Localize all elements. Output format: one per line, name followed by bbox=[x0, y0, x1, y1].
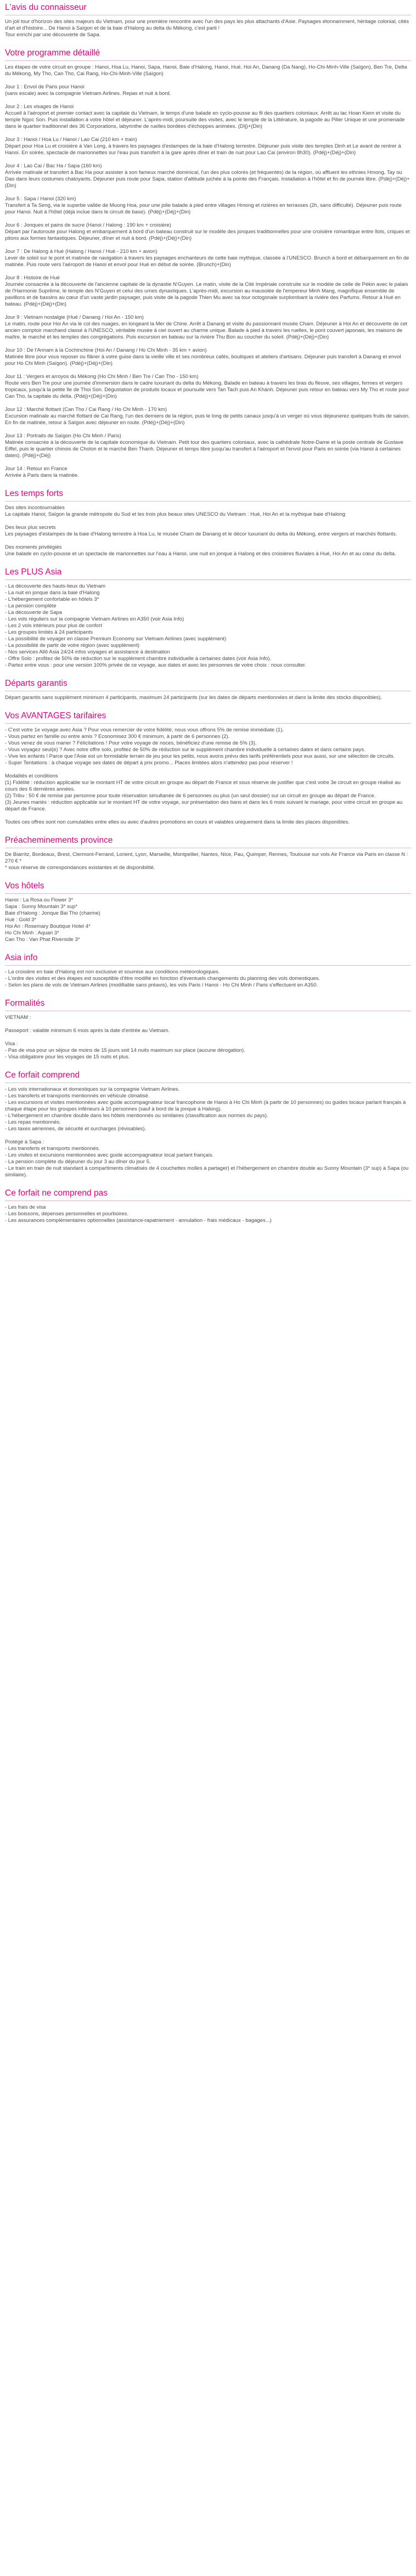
text-line: - C'est votre 1e voyage avec Asia ? Pour vous remercier de votre fidélité, nous vous offrons 5% de remise immédiate (1). bbox=[5, 727, 284, 733]
section-title: Ce forfait comprend bbox=[5, 1070, 80, 1080]
day-title: Jour 8 : Histoire de Hué bbox=[5, 275, 60, 281]
section-title: L'avis du connaisseur bbox=[5, 3, 87, 12]
text-line: - Les transferts et transports mentionnés en véhicule climatisé. bbox=[5, 1093, 150, 1099]
day-title: Jour 10 : De l'Annam à la Cochinchine (Hoi An / Danang / Ho Chi Minh - 35 km + avion) bbox=[5, 347, 207, 353]
day-title: Jour 2 : Les visages de Hanoi bbox=[5, 104, 74, 110]
text-line: - La découverte des hauts-lieux du Vietnam bbox=[5, 583, 106, 589]
text-line: - Les taxes aériennes, de sécurité et surcharges (révisables). bbox=[5, 1126, 147, 1132]
section-title: Ce forfait ne comprend pas bbox=[5, 1188, 108, 1198]
text-line: Le matin, route pour Hoi An via le col des nuages, en longeant la Mer de Chine. Arrêt à Danang et visite du passionnant musée Cham. Déjeuner à Hoi An et découverte de cet ancien comptoir marchand classé à l'UNESCO, véritable musée à ciel ouvert au charme unique. Balade à pied à travers les ruelles, le pont couvert japonais, les maisons de maître, le marché et les temples des congrégations. Puis excursion en bateau sur la rivière Thu Bon au coucher du soleil. (Pdéj)+(Déj)+(Din) bbox=[5, 321, 407, 340]
blank-line bbox=[5, 1034, 411, 1041]
blank-line bbox=[5, 1021, 411, 1028]
section-preacheminements bbox=[5, 835, 411, 871]
text-line: Visa : bbox=[5, 1041, 18, 1047]
section-title: Départs garantis bbox=[5, 679, 68, 688]
text-line: Des moments privilégiés bbox=[5, 544, 62, 550]
text-line: - Les 2 vols intérieurs pour plus de confort bbox=[5, 623, 102, 629]
text-line: - Les transferts et transports mentionnés. bbox=[5, 1146, 100, 1152]
section-title: Préacheminements province bbox=[5, 836, 113, 845]
section-title: Vos hôtels bbox=[5, 881, 44, 890]
text-line: Hué : Gold 3* bbox=[5, 917, 37, 923]
day-block bbox=[5, 314, 411, 341]
section-departs bbox=[5, 678, 411, 701]
text-line: - Super Tentations : à chaque voyage ses dates de départ à prix promo... Places limitées alors n'attendez pas pour réserver ! bbox=[5, 760, 293, 766]
text-line: Can Tho : Van Phat Riverside 3* bbox=[5, 937, 80, 943]
day-title: Jour 13 : Portraits de Saïgon (Ho Chi Minh / Paris) bbox=[5, 433, 121, 439]
blank-line bbox=[5, 766, 411, 773]
section-divider bbox=[5, 893, 411, 894]
section-plus-asia bbox=[5, 567, 411, 669]
text-line: Tour enrichi par une découverte de Sapa. bbox=[5, 32, 101, 38]
day-block bbox=[5, 84, 411, 97]
day-title: Jour 4 : Lao Cai / Bac Ha / Sapa (160 km) bbox=[5, 163, 102, 169]
section-divider bbox=[5, 60, 411, 61]
text-line: Baie d'Halong : Jonque Bai Tho (charme) bbox=[5, 910, 100, 916]
section-avantages bbox=[5, 711, 411, 826]
day-block bbox=[5, 249, 411, 268]
section-title: Formalités bbox=[5, 999, 45, 1008]
text-line: Les étapes de votre circuit en groupe : Hanoi, Hoa Lu, Hanoi, Sapa, Hanoi, Baie d'Halong, Hanoi, Hué, Hoi An, Danang (Da Nang), Ho-Chi-Minh-Ville (Saïgon), Ben Tre, Delta du Mékong, My Tho, Can Tho, Cai Rang, Ho-Chi-Minh-Ville (Saïgon) bbox=[5, 64, 407, 77]
text-line: Hanoi : La Rosa ou Flower 3* bbox=[5, 897, 74, 903]
day-title: Jour 6 : Jonques et pains de sucre (Hanoi / Halong : 190 km + croisière) bbox=[5, 222, 171, 228]
section-hotels bbox=[5, 881, 411, 943]
section-title: Votre programme détaillé bbox=[5, 48, 100, 58]
text-line: * sous réserve de correspondances existantes et de disponibilité. bbox=[5, 865, 155, 871]
day-block bbox=[5, 407, 411, 426]
day-title: Jour 1 : Envol de Paris pour Hanoi bbox=[5, 84, 85, 90]
day-block bbox=[5, 104, 411, 130]
text-line: Route vers Ben Tre pour une journée d'immersion dans le cadre luxuriant du delta du Mékong. Balade en bateau à travers les bras du fleuve, ses villages, fermes et vergers tropicaux, jusqu'à la petite île de Thoi Son. Dégustation de produits locaux et poursuite vers Tan Tach puis An Khánh. Déjeuner puis retour en bateau vers My Tho et route pour Can Tho, la capitale du delta. (Pdéj)+(Déj)+(Din) bbox=[5, 380, 409, 399]
text-line: - Vous venez de vous marier ? Félicitations ! Pour votre voyage de noces, bénéficiez d'une remise de 5% (3). bbox=[5, 740, 257, 746]
text-line: Les paysages d'estampes de la baie d'Halong terrestre à Hoa Lu, le musée Cham de Danang et le décor luxuriant du delta du Mékong, entre vergers et marchés flottants. bbox=[5, 531, 397, 537]
text-line: - La possibilité de voyager en classe Premium Economy sur Vietnam Airlines (avec supplément) bbox=[5, 636, 227, 642]
text-line: - La découverte de Sapa bbox=[5, 610, 63, 616]
text-line: Arrivée à Paris dans la matinée. bbox=[5, 472, 79, 478]
section-asia-info bbox=[5, 952, 411, 989]
programme-intro bbox=[5, 64, 411, 77]
text-line: - Partez entre vous : pour une version 100% privée de ce voyage, aux dates et avec les personnes de votre choix : nous consulter. bbox=[5, 662, 306, 668]
day-block bbox=[5, 137, 411, 156]
day-title: Jour 12 : Marché flottant (Can Tho / Cai Rang / Ho Chi Minh - 170 km) bbox=[5, 407, 167, 413]
text-line: - Selon les plans de vols de Vietnam Airlines (modifiable sans préavis), les vols Paris / Hanoi - Ho Chi Minh / Paris s'effectuent en A350. bbox=[5, 982, 318, 988]
day-title: Jour 9 : Vietnam nostalgie (Hué / Danang / Hoi An - 150 km) bbox=[5, 314, 144, 320]
text-line: - La possibilité de partir de votre région (avec supplément) bbox=[5, 642, 140, 649]
text-line: - Visa obligatoire pour les voyages de 15 nuits et plus. bbox=[5, 1054, 130, 1060]
text-line: - Offre Solo : profitez de 50% de réduction sur le supplément chambre individuelle à certaines dates (voir Asia Info). bbox=[5, 656, 272, 662]
section-title: Vos AVANTAGES tarifaires bbox=[5, 711, 106, 720]
text-line: - Les groupes limités à 24 participants bbox=[5, 629, 93, 635]
text-line: Toutes ces offres sont non cumulables entre elles ou avec d'autres promotions en cours et valables uniquement dans la limite des places disponibles. bbox=[5, 819, 350, 825]
text-line: Départ garantis sans supplément minimum 4 participants, maximum 24 participants (sur les dates de départs mentionnées et dans la limite des stocks disponibles). bbox=[5, 695, 382, 701]
day-block bbox=[5, 374, 411, 400]
text-line: (3) Jeunes mariés : réduction applicable sur le montant HT de votre voyage, sur présentation des bans et dans les 6 mois suivant le mariage, pour votre circuit en groupe au départ de France. bbox=[5, 799, 403, 812]
text-line: Lever de soleil sur le pont et matinée de navigation à travers les paysages enchanteurs de cette baie mythique, classée à l'UNESCO. Brunch à bord et débarquement en fin de matinée. Puis route vers l'aéroport de Hanoi et envol pour Hué en début de soirée. (Brunch)+(Din) bbox=[5, 255, 409, 268]
text-line: Départ par l'autoroute pour Halong et embarquement à bord d'un bateau construit sur le modèle des jonques traditionnelles pour une croisière romantique entre îlots, criques et pitons aux formes fantastiques. Déjeuner, dîner et nuit à bord. (Pdéj)+(Déj)+(Din) bbox=[5, 229, 410, 241]
section-ne-comprend-pas bbox=[5, 1188, 411, 1224]
blank-line bbox=[5, 518, 411, 525]
text-line: - Vive les enfants ! Parce que l'Asie est un formidable terrain de jeu pour les petits, nous avons prévu des tarifs préférentiels pour eux aussi, sur une sélection de circuits. bbox=[5, 753, 395, 759]
text-line: Hoi An : Rosemary Boutique Hotel 4* bbox=[5, 923, 91, 929]
text-line: VIETNAM : bbox=[5, 1014, 31, 1021]
text-line: - Les boissons, dépenses personnelles et pourboires. bbox=[5, 1211, 128, 1217]
text-line: - Nos services Allô Asia 24/24 infos voyages et assistance à destination bbox=[5, 649, 170, 655]
text-line: - Les vols réguliers sur la compagnie Vietnam Airlines en A350 (voir Asia Info) bbox=[5, 616, 184, 622]
text-line: - Les repas mentionnés. bbox=[5, 1119, 61, 1125]
text-line: Des lieux plus secrets bbox=[5, 525, 56, 531]
section-title: Les PLUS Asia bbox=[5, 567, 62, 577]
blank-line bbox=[5, 538, 411, 544]
text-line: Journée consacrée à la découverte de l'ancienne capitale de la dynastie N'Guyen. Le matin, visite de la Cité Impériale construite sur le modèle de celle de Pékin avec le palais de l'Harmonie Suprême, le temple des N'Guyen et celui des urnes dynastiques. L'après-midi, excursion au mausolée de l'empereur Minh Mang, magnifique ensemble de pavillons et de bassins au cœur d'un vaste jardin paysager, puis visite de la pagode Thien Mu avec sa tour octogonale surplombant la rivière des Parfums. Retour à Hué en bateau. (Pdéj)+(Déj)+(Din) bbox=[5, 281, 408, 307]
text-line: - Les frais de visa bbox=[5, 1204, 46, 1210]
text-line: - Les excursions et visites mentionnées avec guide accompagnateur local francophone de Hanoi à Ho Chi Minh (à partir de 10 personnes) ou guides locaux parlant français à chaque étape pour les groupes inférieurs à 10 personnes (sauf à bord de la jonque à Halong). bbox=[5, 1100, 406, 1112]
text-line: - La croisière en baie d'Halong est non exclusive et soumise aux conditions météorologiques. bbox=[5, 969, 220, 975]
text-line: Matinée consacrée à la découverte de la capitale économique du Vietnam. Petit tour des quartiers coloniaux, avec la cathédrale Notre-Dame et la poste centrale de Gustave Eiffel, puis le quartier chinois de Cholon et le marché Ben Thanh. Déjeuner et temps libre jusqu'au transfert à l'aéroport et l'envol pour Paris en soirée (via Hanoi à certaines dates). (Pdéj)+(Déj) bbox=[5, 439, 403, 459]
text-line: - L'hébergement en chambre double dans les hôtels mentionnés ou similaires (classification aux normes du pays). bbox=[5, 1113, 268, 1119]
text-line: - L'hébergement confortable en hôtels 3* bbox=[5, 596, 99, 602]
text-line: - Les visites et excursions mentionnées avec guide accompagnateur local parlant français. bbox=[5, 1152, 214, 1158]
text-line: Transfert à Ta Seng, via le superbe vallée de Muong Hoa, pour une jolie balade à pied entre villages Hmong et rizières en terrasses (2h, sans difficulté). Déjeuner puis route pour Hanoi. Nuit à l'hôtel (déjà inclue dans le circuit de base). (Pdéj)+(Déj)+(Din) bbox=[5, 202, 402, 215]
section-divider bbox=[5, 965, 411, 966]
text-line: Protégé à Sapa : bbox=[5, 1139, 44, 1145]
text-line: Départ pour Hoa Lu et croisière à Van Long, à travers les paysages d'estampes de la baie d'Halong terrestre. Déjeuner puis visite des temples Dinh et Le avant de rentrer à Hanoi. En soirée, spectacle de marionnettes sur l'eau puis transfert à la gare après dîner et train de nuit pour Lao Cai (environ 8h30). (Pdéj)+(Déj)+(Din) bbox=[5, 143, 401, 156]
section-comprend bbox=[5, 1070, 411, 1179]
text-line: Des sites incontournables bbox=[5, 505, 65, 511]
text-line: (2) Tribu : 50 € de remise par personne pour toute réservation simultanée de 6 personnes ou plus (un seul dossier) sur un circuit en groupe au départ de France. bbox=[5, 793, 376, 799]
section-programme bbox=[5, 48, 411, 479]
text-line: - Les assurances complémentaires optionnelles (assistance-rapatriement - annulation - frais médicaux - bagages...) bbox=[5, 1217, 272, 1224]
day-title: Jour 7 : De Halong à Hué (Halong / Hanoi / Hué - 210 km + avion) bbox=[5, 249, 158, 255]
text-line: - Vous partez en famille ou entre amis ? Economisez 300 € minimum, à partir de 6 personnes (2). bbox=[5, 734, 230, 740]
text-line: Sapa : Sunny Mountain 3* sup* bbox=[5, 904, 78, 910]
text-line: La capitale Hanoi, Saïgon la grande métropole du Sud et les trois plus beaux sites UNESCO du Vietnam : Hué, Hoi An et la mythique baie d'Halong bbox=[5, 511, 346, 517]
text-line: - La pension complète bbox=[5, 603, 57, 609]
section-divider bbox=[5, 1200, 411, 1201]
page bbox=[0, 0, 416, 1224]
blank-line bbox=[5, 1132, 411, 1139]
day-block bbox=[5, 466, 411, 479]
text-line: - Vous voyagez seul(e) ? Avec notre offre solo, profitez de 50% de réduction sur le supplément chambre individuelle à certaines dates et dans certains pays. bbox=[5, 747, 366, 753]
text-line: Une balade en cyclo-pousse et un spectacle de marionnettes sur l'eau à Hanoi, une nuit en jonque à Halong et des croisières fluviales à Hué, Hoi An et au cœur du delta. bbox=[5, 551, 396, 557]
text-line: Accueil à l'aéroport et premier contact avec la capitale du Vietnam, le temps d'une balade en cyclo-pousse au fil des quartiers coloniaux. Arrêt au lac Hoan Kiem et visite du temple Ngoc Son. Puis installation à votre hôtel et déjeuner. L'après-midi, poursuite des visites, avec le temple de la Littérature, la pagode au Pilier Unique et une promenade dans le quartier traditionnel des 36 Corporations, labyrinthe de ruelles bordées d'échoppes animées. (Dîj)+(Din) bbox=[5, 110, 405, 129]
day-block bbox=[5, 433, 411, 459]
text-line: - La nuit en jonque dans la baie d'Halong bbox=[5, 590, 100, 596]
text-line: Passeport : valable minimum 6 mois après la date d'entrée au Vietnam. bbox=[5, 1028, 170, 1034]
day-block bbox=[5, 347, 411, 367]
day-title: Jour 11 : Vergers et arroyos du Mékong (Ho Chi Minh / Ben Tre / Can Tho - 150 km) bbox=[5, 374, 199, 380]
text-line: Modalités et conditions bbox=[5, 773, 58, 779]
section-title: Les temps forts bbox=[5, 489, 63, 498]
blank-line bbox=[5, 813, 411, 819]
text-line: (sans escale) avec la compagnie Vietnam Airlines. Repas et nuit à bord. bbox=[5, 91, 171, 97]
section-title: Asia info bbox=[5, 953, 38, 962]
section-formalites bbox=[5, 998, 411, 1061]
day-block bbox=[5, 196, 411, 216]
day-title: Jour 14 : Retour en France bbox=[5, 466, 68, 472]
text-line: Un joli tour d'horizon des sites majeurs du Vietnam, pour une première rencontre avec l'un des pays les plus attachants d'Asie. Paysages étonnamment, héritage colonial, cités d'art et d'histoire... De Hanoi à Saïgon et de la baie d'Halong au delta du Mékong, c'est parti ! bbox=[5, 19, 409, 31]
text-line: - Pas de visa pour un séjour de moins de 15 jours soit 14 nuits maximum sur place (aucune dérogation). bbox=[5, 1047, 245, 1053]
text-line: - Les vols internationaux et domestiques sur la compagnie Vietnam Airlines. bbox=[5, 1086, 180, 1092]
text-line: - Le train en train de nuit standard à compartiments climatisés de 4 couchettes molles à partager) et l'hébergement en chambre double au Sunny Mountain (3* sup) à Sapa (ou similaire). bbox=[5, 1165, 409, 1178]
day-title: Jour 3 : Hanoi / Hoa Lu / Hanoi / Lao Cai (210 km + train) bbox=[5, 137, 137, 143]
text-line: Matinée libre pour vous reposer ou flâner à votre guise dans la vieille ville et ses nombreux cafés, boutiques et ateliers d'artisans. Déjeuner puis transfert à Danang et envol pour Ho Chi Minh (Saïgon). (Pdéj)+(Déj)+(Din) bbox=[5, 354, 401, 367]
text-line: (1) Fidélité : réduction applicable sur le montant HT de votre circuit en groupe au départ de France et sous réserve de justifier que c'est votre 3e circuit en groupe réalisé au cours des 6 dernières années. bbox=[5, 780, 401, 792]
text-line: Ho Chi Minh : Aquari 3* bbox=[5, 930, 59, 936]
section-temps-forts bbox=[5, 488, 411, 557]
text-line: - La pension complète du déjeuner du jour 3 au dîner du jour 5. bbox=[5, 1159, 151, 1165]
text-line: De Biarritz, Bordeaux, Brest, Clermont-Ferrand, Lorient, Lyon, Marseille, Montpellier, Nantes, Nice, Pau, Quimper, Rennes, Toulouse sur vols Air France via Paris en classe N : 270 € * bbox=[5, 852, 408, 864]
section-divider bbox=[5, 723, 411, 724]
text-line: - L'ordre des visites et des étapes est susceptible d'être modifié en fonction d'éventuels changements du planning des vols domestiques. bbox=[5, 976, 321, 982]
text-line: Arrivée matinale et transfert à Bac Ha pour assister à son fameux marché dominical, l'un des plus colorés (et fréquentés) de la région, où affluent les ethnies Hmong, Tay ou Dao dans leurs costumes chatoyants. Déjeuner puis route pour Sapa, station d'altitude juchée à la pointe des Français. Installation à l'hôtel et fin de journée libre. (Pdéj)+(Déj)+(Din) bbox=[5, 170, 410, 189]
day-block bbox=[5, 163, 411, 189]
day-block bbox=[5, 275, 411, 308]
day-block bbox=[5, 222, 411, 242]
day-title: Jour 5 : Sapa / Hanoi (320 km) bbox=[5, 196, 76, 202]
section-connaisseur bbox=[5, 2, 411, 38]
section-divider bbox=[5, 579, 411, 580]
text-line: Excursion matinale au marché flottant de Cai Rang, l'un des derniers de la région, puis le long de petits canaux jusqu'à un verger où vous déjeunerez quelques fruits de saison. En fin de matinée, retour à Saïgon avec déjeuner en route. (Pdéj)+(Déj)+(Din) bbox=[5, 413, 410, 426]
